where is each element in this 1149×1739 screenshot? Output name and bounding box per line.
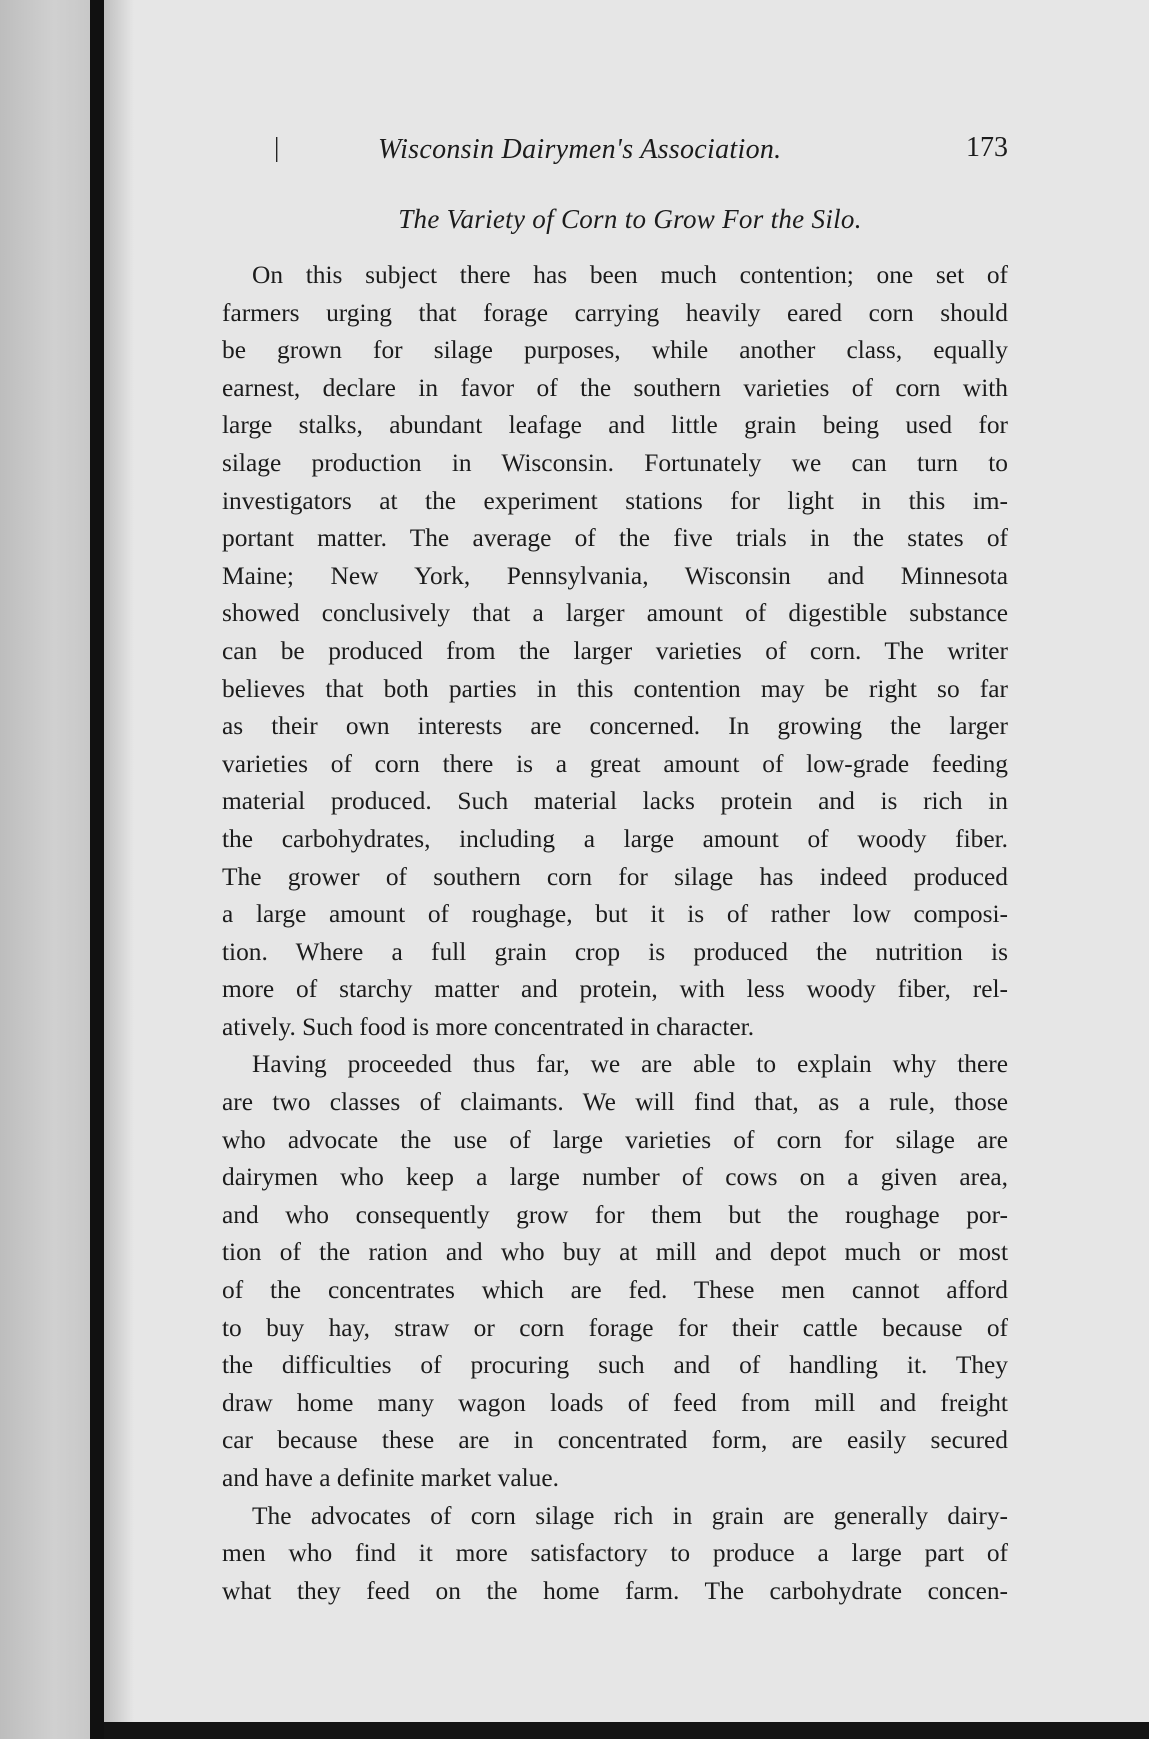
- text-line: varieties of corn there is a great amount of low-grade feeding: [222, 749, 1008, 778]
- text-line: The grower of southern corn for silage has indeed produced: [222, 862, 1008, 891]
- paragraph: [222, 1498, 1008, 1611]
- text-line: portant matter. The average of the five trials in the states of: [222, 524, 1008, 553]
- page-number: 173: [966, 132, 1008, 163]
- running-head: [222, 130, 1008, 176]
- running-head-title: Wisconsin Dairymen's Association.: [378, 134, 782, 165]
- text-line: Having proceeded thus far, we are able to explain why there: [252, 1050, 1008, 1079]
- text-line: farmers urging that forage carrying heavily eared corn should: [222, 298, 1008, 327]
- text-line: investigators at the experiment stations for light in this im-: [222, 486, 1008, 515]
- text-line: what they feed on the home farm. The carbohydrate concen-: [222, 1576, 1008, 1605]
- text-line: On this subject there has been much contention; one set of: [252, 261, 1008, 289]
- text-line: atively. Such food is more concentrated in character.: [222, 1012, 755, 1041]
- section-title: The Variety of Corn to Grow For the Silo.: [398, 204, 862, 234]
- text-line: the difficulties of procuring such and of handling it. They: [222, 1351, 1008, 1380]
- text-line: more of starchy matter and protein, with less woody fiber, rel-: [222, 975, 1008, 1004]
- page-content: [222, 130, 1008, 1610]
- text-line: and who consequently grow for them but the roughage por-: [222, 1200, 1008, 1229]
- text-line: men who find it more satisfactory to produce a large part of: [222, 1539, 1008, 1568]
- text-line: silage production in Wisconsin. Fortunately we can turn to: [222, 448, 1008, 477]
- text-line: earnest, declare in favor of the southern varieties of corn with: [222, 373, 1008, 402]
- text-line: car because these are in concentrated form, are easily secured: [222, 1426, 1008, 1455]
- text-line: Maine; New York, Pennsylvania, Wisconsin and Minnesota: [222, 561, 1008, 590]
- text-line: showed conclusively that a larger amount of digestible substance: [222, 599, 1008, 628]
- text-line: the carbohydrates, including a large amount of woody fiber.: [222, 824, 1008, 853]
- paragraph: [222, 1046, 1008, 1497]
- text-line: to buy hay, straw or corn forage for their cattle because of: [222, 1313, 1008, 1342]
- text-line: large stalks, abundant leafage and little grain being used for: [222, 411, 1008, 440]
- text-line: believes that both parties in this contention may be right so far: [222, 674, 1008, 703]
- text-line: can be produced from the larger varieties of corn. The writer: [222, 636, 1008, 665]
- text-line: tion. Where a full grain crop is produced the nutrition is: [222, 937, 1008, 966]
- text-line: tion of the ration and who buy at mill and depot much or most: [222, 1238, 1008, 1267]
- text-line: a large amount of roughage, but it is of rather low composi-: [222, 900, 1008, 929]
- book-gutter: [90, 0, 104, 1739]
- text-line: of the concentrates which are fed. These men cannot afford: [222, 1276, 1008, 1305]
- text-line: material produced. Such material lacks protein and is rich in: [222, 787, 1008, 816]
- text-line: as their own interests are concerned. In growing the larger: [222, 712, 1008, 741]
- text-line: and have a definite market value.: [222, 1464, 559, 1492]
- text-line: who advocate the use of large varieties of corn for silage are: [222, 1125, 1008, 1154]
- text-line: The advocates of corn silage rich in grain are generally dairy-: [252, 1501, 1008, 1530]
- paragraph: [222, 257, 1008, 1046]
- text-line: draw home many wagon loads of feed from mill and freight: [222, 1388, 1008, 1417]
- page-bottom-edge: [104, 1722, 1149, 1739]
- text-line: dairymen who keep a large number of cows on a given area,: [222, 1163, 1008, 1192]
- gutter-shadow: [104, 0, 134, 1739]
- body-text: [222, 257, 1008, 1610]
- text-line: be grown for silage purposes, while another class, equally: [222, 336, 1008, 365]
- facing-page-edge: [0, 0, 90, 1739]
- text-line: are two classes of claimants. We will find that, as a rule, those: [222, 1088, 1008, 1117]
- running-head-mark: |: [274, 132, 280, 162]
